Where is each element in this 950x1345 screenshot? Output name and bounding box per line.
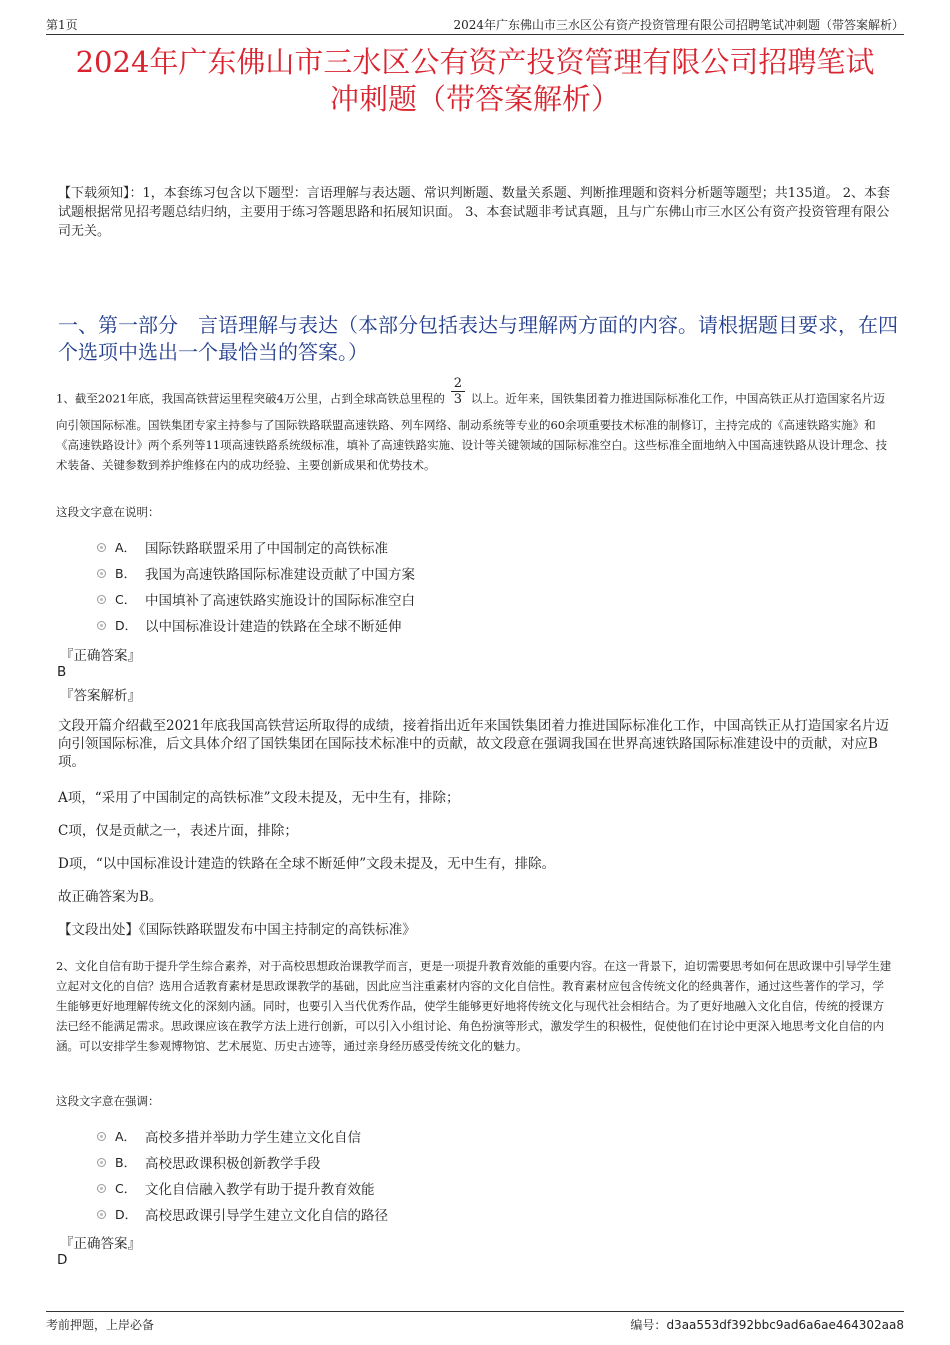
q1-options	[97, 534, 415, 638]
q1-note-a: A项，“采用了中国制定的高铁标准”文段未提及，无中生有，排除；	[58, 790, 460, 806]
option-letter: A．	[115, 1129, 137, 1144]
option-text: 以中国标准设计建造的铁路在全球不断延伸	[145, 619, 402, 635]
fraction-denominator: 3	[453, 392, 463, 407]
q1-note-d: D项，“以中国标准设计建造的铁路在全球不断延伸”文段未提及，无中生有，排除。	[58, 856, 556, 872]
page-header	[46, 14, 904, 35]
option-text: 文化自信融入教学有助于提升教育效能	[145, 1182, 375, 1198]
radio-icon[interactable]	[97, 1210, 106, 1219]
q1-answer: B	[57, 664, 67, 680]
q2-option-d[interactable]	[97, 1201, 388, 1227]
radio-icon[interactable]	[97, 621, 106, 630]
q1-option-d[interactable]	[97, 612, 415, 638]
q1-note-c: C项，仅是贡献之一，表述片面，排除；	[58, 823, 298, 839]
option-letter: B．	[115, 1155, 137, 1170]
option-letter: B．	[115, 566, 137, 581]
title-line-2: 冲刺题（带答案解析）	[329, 82, 620, 116]
option-text: 高校思政课积极创新教学手段	[145, 1156, 321, 1172]
q2-prompt: 这段文字意在强调：	[56, 1094, 160, 1108]
option-text: 我国为高速铁路国际标准建设贡献了中国方案	[145, 567, 415, 583]
option-letter: D．	[115, 1207, 138, 1222]
q1-option-c[interactable]	[97, 586, 415, 612]
option-letter: C．	[115, 592, 137, 607]
radio-icon[interactable]	[97, 543, 106, 552]
download-notice: 【下载须知】：1，本套练习包含以下题型：言语理解与表达题、常识判断题、数量关系题、判断推理题和资料分析题等题型；共135道。 2、本套试题根据常见招考题总结归纳，主要用于练习答题思路和拓展知识面。 3、本套试题非考试真题，且与广东佛山市三水区公有资产投资管理有限公司无关。	[58, 186, 890, 239]
question-2-text: 2、文化自信有助于提升学生综合素养，对于高校思想政治课教学而言，更是一项提升教育效能的重要内容。在这一背景下，迫切需要思考如何在思政课中引导学生建立起对文化的自信？选用合适教育素材是思政课教学的基础，因此应当注重素材内容的文化自信性。教育素材应包含传统文化的经典著作，通过这些著作的学习，学生能够更好地理解传统文化的深刻内涵。同时，也要引入当代优秀作品，使学生能够更好地将传统文化与现代社会相结合。为了更好地融入文化自信，传统的授课方法已经不能满足需求。思政课应该在教学方法上进行创新，可以引入小组讨论、角色扮演等形式，激发学生的积极性，促使他们在讨论中更深入地思考文化自信的内涵。可以安排学生参观博物馆、艺术展览、历史古迹等，通过亲身经历感受传统文化的魅力。	[56, 959, 892, 1053]
radio-icon[interactable]	[97, 1158, 106, 1167]
footer-code	[630, 1316, 904, 1333]
q2-answer: D	[57, 1252, 68, 1268]
title-line-1: 2024年广东佛山市三水区公有资产投资管理有限公司招聘笔试	[75, 45, 875, 79]
radio-icon[interactable]	[97, 595, 106, 604]
footer-code-label: 编号：	[630, 1318, 667, 1332]
q2-option-c[interactable]	[97, 1175, 388, 1201]
q2-option-b[interactable]	[97, 1149, 388, 1175]
option-text: 国际铁路联盟采用了中国制定的高铁标准	[145, 541, 388, 557]
q1-text-after: 以上。近年来，国铁集团着力推进国际标准化工作，中国高铁正从打造国家名片迈向引领国际标准。国铁集团专家主持参与了国际铁路联盟高速铁路、列车网络、制动系统等专业的60余项重要技术标准的制修订，主持完成的《高速铁路实施》和《高速铁路设计》两个系列等11项高速铁路系统级标准，填补了高速铁路实施、设计等关键领域的国际标准空白。这些标准全面地纳入中国高速铁路从设计理念、技术装备、关键参数到养护维修在内的成功经验、主要创新成果和优势技术。	[56, 391, 888, 472]
q2-answer-label: 『正确答案』	[60, 1236, 141, 1252]
q2-options	[97, 1123, 388, 1227]
option-text: 高校思政课引导学生建立文化自信的路径	[145, 1208, 388, 1224]
option-letter: D．	[115, 618, 138, 633]
option-text: 高校多措并举助力学生建立文化自信	[145, 1130, 361, 1146]
header-doc-title: 2024年广东佛山市三水区公有资产投资管理有限公司招聘笔试冲刺题（带答案解析）	[453, 18, 904, 32]
question-1-text	[56, 376, 894, 475]
q1-analysis: 文段开篇介绍截至2021年底我国高铁营运所取得的成绩，接着指出近年来国铁集团着力推进国际标准化工作，中国高铁正从打造国家名片迈向引领国际标准，后文具体介绍了国铁集团在国际技术标准中的贡献，故文段意在强调我国在世界高速铁路国际标准建设中的贡献，对应B项。	[58, 718, 889, 770]
radio-icon[interactable]	[97, 569, 106, 578]
q1-option-a[interactable]	[97, 534, 415, 560]
page-footer	[46, 1311, 904, 1334]
page-number: 第1页	[46, 18, 78, 32]
q1-source: 【文段出处】《国际铁路联盟发布中国主持制定的高铁标准》	[58, 922, 416, 938]
q2-option-a[interactable]	[97, 1123, 388, 1149]
q1-option-b[interactable]	[97, 560, 415, 586]
radio-icon[interactable]	[97, 1184, 106, 1193]
document-title	[40, 44, 910, 118]
section-title: 一、第一部分 言语理解与表达（本部分包括表达与理解两方面的内容。请根据题目要求，在四个选项中选出一个最恰当的答案。）	[58, 313, 898, 364]
q1-analysis-label: 『答案解析』	[60, 688, 141, 704]
q1-conclusion: 故正确答案为B。	[58, 889, 163, 905]
option-letter: C．	[115, 1181, 137, 1196]
option-letter: A．	[115, 540, 137, 555]
footer-code-value: d3aa553df392bbc9ad6a6ae464302aa8	[666, 1318, 904, 1332]
footer-slogan: 考前押题，上岸必备	[46, 1318, 155, 1332]
q1-answer-label: 『正确答案』	[60, 648, 141, 664]
q1-prompt: 这段文字意在说明：	[56, 505, 160, 519]
radio-icon[interactable]	[97, 1132, 106, 1141]
option-text: 中国填补了高速铁路实施设计的国际标准空白	[145, 593, 415, 609]
fraction-numerator: 2	[451, 376, 465, 392]
q1-text-before: 1、截至2021年底，我国高铁营运里程突破4万公里，占到全球高铁总里程的	[56, 391, 445, 406]
fraction-two-thirds	[451, 376, 465, 407]
